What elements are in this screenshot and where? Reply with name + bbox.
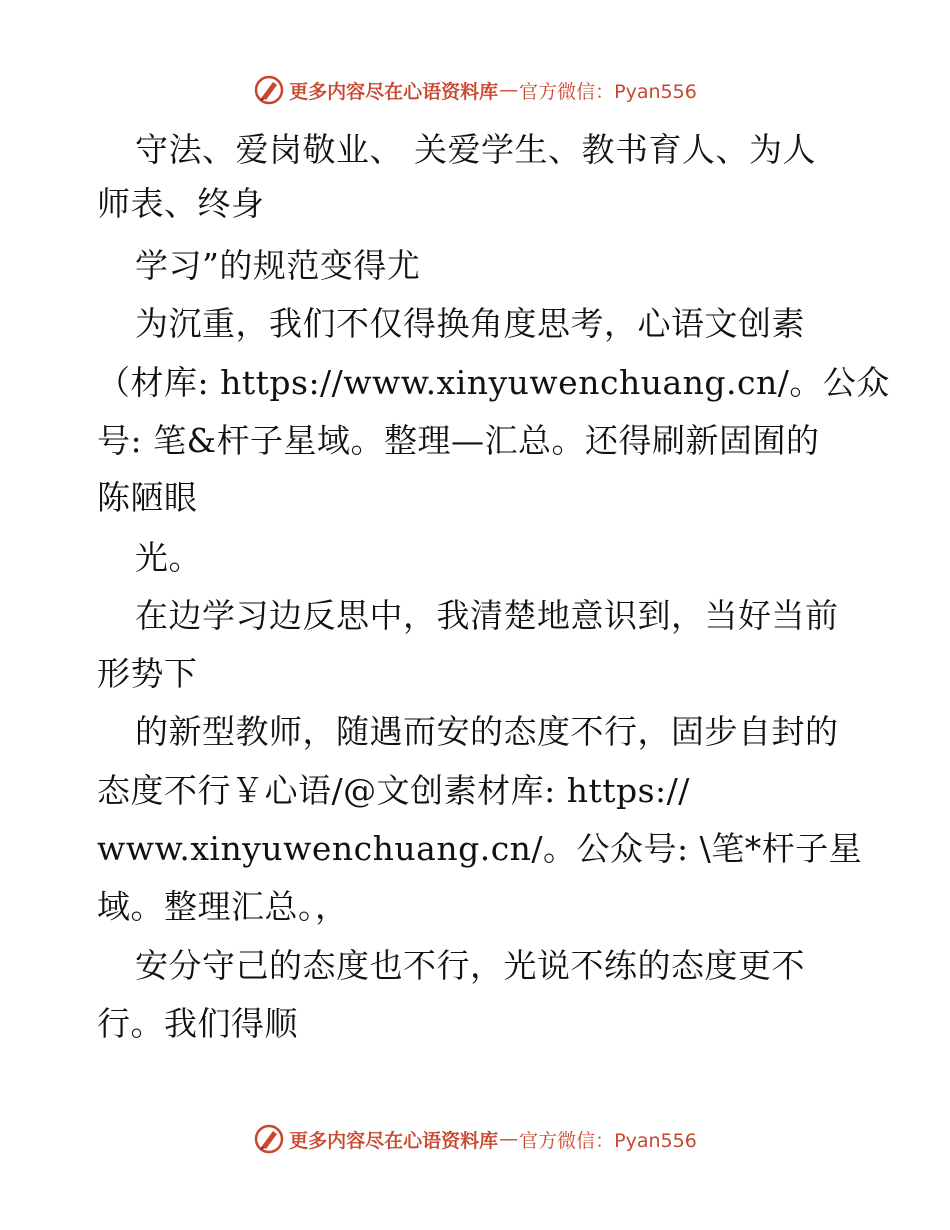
- body-line: 域。整理汇总。，: [97, 887, 349, 926]
- body-line: 学习”的规范变得尤: [135, 246, 421, 285]
- body-line: www.xinyuwenchuang.cn/。公众号: \笔*杆子星: [97, 829, 863, 868]
- body-line: 陈陋眼: [97, 478, 198, 517]
- body-line: 号: 笔&杆子星域。整理—汇总。还得刷新固囿的: [97, 421, 820, 460]
- header-banner-dash: —: [499, 79, 519, 101]
- body-line: 师表、终身: [97, 184, 265, 223]
- body-line: 为沉重，我们不仅得换角度思考，心语文创素: [135, 304, 805, 343]
- pen-logo-icon: [253, 1123, 285, 1155]
- body-line: 态度不行￥心语/@文创素材库: https://: [97, 771, 690, 810]
- body-line: 行。我们得顺: [97, 1004, 298, 1043]
- body-line: 守法、爱岗敬业、 关爱学生、教书育人、为人: [135, 130, 816, 169]
- pen-logo-icon: [253, 74, 285, 106]
- body-line: 形势下: [97, 654, 198, 693]
- body-line: 在边学习边反思中，我清楚地意识到，当好当前: [135, 596, 839, 635]
- header-wechat-text: 官方微信：Pyan556: [519, 80, 697, 103]
- header-banner: [0, 73, 950, 107]
- footer-banner: [0, 1122, 950, 1156]
- body-line: 安分守己的态度也不行，光说不练的态度更不: [135, 946, 805, 985]
- body-line: 光。: [135, 538, 202, 577]
- body-line: 的新型教师，随遇而安的态度不行，固步自封的: [135, 712, 839, 751]
- header-banner-text: 更多内容尽在心语资料库: [289, 80, 499, 103]
- footer-wechat-text: 官方微信：Pyan556: [519, 1129, 697, 1152]
- body-line: （材库: https://www.xinyuwenchuang.cn/。公众: [97, 363, 890, 402]
- footer-banner-dash: —: [499, 1128, 519, 1150]
- footer-banner-text: 更多内容尽在心语资料库: [289, 1129, 499, 1152]
